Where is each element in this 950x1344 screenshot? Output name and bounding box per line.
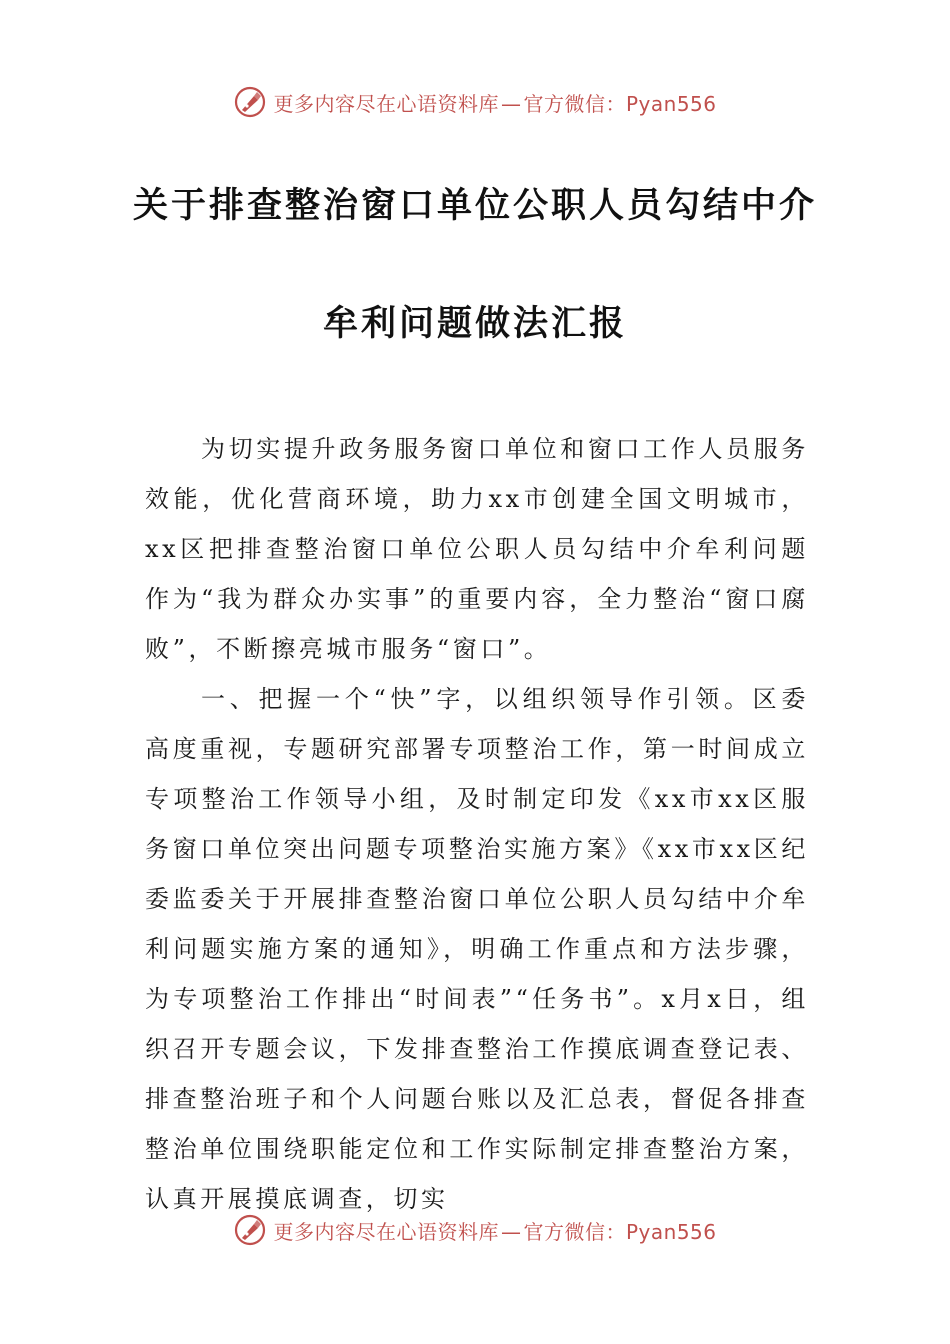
brand-text: 更多内容尽在心语资料库 bbox=[273, 1219, 499, 1244]
pen-nib-logo-icon bbox=[233, 85, 267, 119]
wechat-label: 官方微信： bbox=[523, 1219, 626, 1244]
separator: — bbox=[500, 91, 522, 116]
watermark-text bbox=[273, 1216, 716, 1245]
document-title-line-2: 牟利问题做法汇报 bbox=[322, 304, 627, 344]
header-watermark-banner bbox=[0, 80, 950, 124]
footer-watermark-banner bbox=[0, 1208, 950, 1252]
document-body bbox=[145, 424, 809, 1224]
document-title-line-1: 关于排查整治窗口单位公职人员勾结中介 bbox=[132, 186, 817, 226]
wechat-label: 官方微信： bbox=[523, 91, 626, 116]
watermark-text bbox=[273, 88, 716, 117]
separator: — bbox=[500, 1219, 522, 1244]
wechat-id: Pyan556 bbox=[625, 91, 717, 116]
paragraph-intro: 为切实提升政务服务窗口单位和窗口工作人员服务效能，优化营商环境，助力xx市创建全国文明城市，xx区把排查整治窗口单位公职人员勾结中介牟利问题作为“我为群众办实事”的重要内容，全力整治“窗口腐败”，不断擦亮城市服务“窗口”。 bbox=[145, 435, 809, 663]
brand-text: 更多内容尽在心语资料库 bbox=[273, 91, 499, 116]
pen-nib-logo-icon bbox=[233, 1213, 267, 1247]
wechat-id: Pyan556 bbox=[625, 1219, 717, 1244]
paragraph-section-1: 一、把握一个“快”字，以组织领导作引领。区委高度重视，专题研究部署专项整治工作，第一时间成立专项整治工作领导小组，及时制定印发《xx市xx区服务窗口单位突出问题专项整治实施方案》《xx市xx区纪委监委关于开展排查整治窗口单位公职人员勾结中介牟利问题实施方案的通知》，明确工作重点和方法步骤，为专项整治工作排出“时间表”“任务书”。x月x日，组织召开专题会议，下发排查整治工作摸底调查登记表、排查整治班子和个人问题台账以及汇总表，督促各排查整治单位围绕职能定位和工作实际制定排查整治方案，认真开展摸底调查，切实 bbox=[145, 685, 809, 1213]
